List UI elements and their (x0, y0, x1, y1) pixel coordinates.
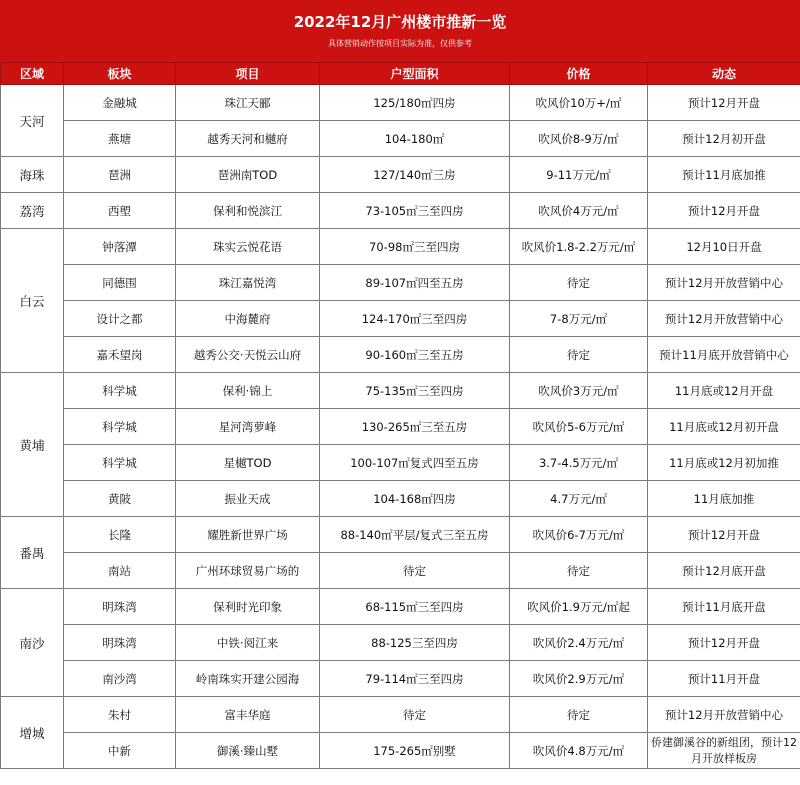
project-cell: 珠江嘉悦湾 (176, 265, 320, 301)
table-row (1, 553, 800, 589)
area-cell: 73-105㎡三至四房 (320, 193, 510, 229)
area-cell: 79-114㎡三至四房 (320, 661, 510, 697)
table-row (1, 481, 800, 517)
block-cell: 南沙湾 (64, 661, 176, 697)
area-cell: 90-160㎡三至五房 (320, 337, 510, 373)
status-cell: 预计11月开盘 (648, 661, 800, 697)
region-cell: 黄埔 (1, 373, 64, 517)
area-cell: 104-180㎡ (320, 121, 510, 157)
table-row (1, 85, 800, 121)
table-row (1, 733, 800, 769)
price-cell: 吹风价6-7万元/㎡ (510, 517, 648, 553)
block-cell: 科学城 (64, 445, 176, 481)
status-cell: 预计12月开盘 (648, 625, 800, 661)
table-row (1, 517, 800, 553)
price-cell: 吹风价3万元/㎡ (510, 373, 648, 409)
area-cell: 125/180㎡四房 (320, 85, 510, 121)
block-cell: 科学城 (64, 409, 176, 445)
status-cell: 预计11月底加推 (648, 157, 800, 193)
status-cell: 预计12月开盘 (648, 85, 800, 121)
table-row (1, 409, 800, 445)
region-cell: 白云 (1, 229, 64, 373)
project-cell: 中铁·阅江来 (176, 625, 320, 661)
table-row (1, 193, 800, 229)
column-header-status: 动态 (648, 63, 800, 85)
project-cell: 保利和悦滨江 (176, 193, 320, 229)
area-cell: 130-265㎡三至五房 (320, 409, 510, 445)
project-cell: 星樾TOD (176, 445, 320, 481)
price-cell: 吹风价8-9万/㎡ (510, 121, 648, 157)
region-cell: 南沙 (1, 589, 64, 697)
block-cell: 琶洲 (64, 157, 176, 193)
table-row (1, 625, 800, 661)
table-row (1, 301, 800, 337)
table-row (1, 157, 800, 193)
table-body (1, 85, 800, 769)
page-subtitle: 具体营销动作按项目实际为准，仅供参考 (328, 39, 472, 48)
block-cell: 明珠湾 (64, 625, 176, 661)
region-cell: 天河 (1, 85, 64, 157)
project-cell: 岭南珠实开建公园海 (176, 661, 320, 697)
region-cell: 增城 (1, 697, 64, 769)
status-cell: 11月底或12月开盘 (648, 373, 800, 409)
status-cell: 预计12月开放营销中心 (648, 301, 800, 337)
column-header-project: 项目 (176, 63, 320, 85)
price-cell: 7-8万元/㎡ (510, 301, 648, 337)
status-cell: 11月底或12月初加推 (648, 445, 800, 481)
price-cell: 4.7万元/㎡ (510, 481, 648, 517)
status-cell: 11月底或12月初开盘 (648, 409, 800, 445)
price-cell: 吹风价4万元/㎡ (510, 193, 648, 229)
status-cell: 预计12月开盘 (648, 193, 800, 229)
block-cell: 同德围 (64, 265, 176, 301)
status-cell: 预计12月底开盘 (648, 553, 800, 589)
area-cell: 75-135㎡三至四房 (320, 373, 510, 409)
area-cell: 待定 (320, 697, 510, 733)
price-cell: 吹风价5-6万元/㎡ (510, 409, 648, 445)
price-cell: 吹风价1.8-2.2万元/㎡ (510, 229, 648, 265)
project-cell: 越秀天河和樾府 (176, 121, 320, 157)
project-cell: 广州环球贸易广场的 (176, 553, 320, 589)
project-cell: 耀胜新世界广场 (176, 517, 320, 553)
area-cell: 100-107㎡复式四至五房 (320, 445, 510, 481)
project-cell: 珠实云悦花语 (176, 229, 320, 265)
column-header-block: 板块 (64, 63, 176, 85)
block-cell: 嘉禾望岗 (64, 337, 176, 373)
table-row (1, 121, 800, 157)
table-row (1, 661, 800, 697)
project-cell: 星河湾萝峰 (176, 409, 320, 445)
page-title: 2022年12月广州楼市推新一览 (293, 13, 507, 31)
block-cell: 黄陂 (64, 481, 176, 517)
table-row (1, 337, 800, 373)
table-row (1, 589, 800, 625)
status-cell: 预计12月开盘 (648, 517, 800, 553)
project-cell: 越秀公交·天悦云山府 (176, 337, 320, 373)
region-cell: 番禺 (1, 517, 64, 589)
table-row (1, 373, 800, 409)
price-cell: 待定 (510, 697, 648, 733)
project-cell: 保利·锦上 (176, 373, 320, 409)
area-cell: 88-125三至四房 (320, 625, 510, 661)
status-cell: 预计11月底开盘 (648, 589, 800, 625)
block-cell: 科学城 (64, 373, 176, 409)
status-cell: 预计12月开放营销中心 (648, 265, 800, 301)
block-cell: 燕塘 (64, 121, 176, 157)
area-cell: 70-98㎡三至四房 (320, 229, 510, 265)
table-header-row (1, 63, 800, 85)
status-cell: 12月10日开盘 (648, 229, 800, 265)
status-cell: 11月底加推 (648, 481, 800, 517)
area-cell: 89-107㎡四至五房 (320, 265, 510, 301)
status-cell: 预计12月开放营销中心 (648, 697, 800, 733)
price-cell: 3.7-4.5万元/㎡ (510, 445, 648, 481)
project-cell: 珠江天郦 (176, 85, 320, 121)
table-row (1, 229, 800, 265)
block-cell: 金融城 (64, 85, 176, 121)
price-cell: 待定 (510, 553, 648, 589)
project-cell: 御溪·臻山墅 (176, 733, 320, 769)
column-header-region: 区域 (1, 63, 64, 85)
area-cell: 88-140㎡平层/复式三至五房 (320, 517, 510, 553)
block-cell: 南站 (64, 553, 176, 589)
price-cell: 待定 (510, 337, 648, 373)
block-cell: 钟落潭 (64, 229, 176, 265)
listing-table (0, 62, 800, 769)
title-banner (0, 0, 800, 62)
column-header-area: 户型面积 (320, 63, 510, 85)
table-row (1, 265, 800, 301)
block-cell: 西塱 (64, 193, 176, 229)
status-cell: 预计11月底开放营销中心 (648, 337, 800, 373)
block-cell: 设计之都 (64, 301, 176, 337)
region-cell: 海珠 (1, 157, 64, 193)
project-cell: 中海麓府 (176, 301, 320, 337)
project-cell: 琶洲南TOD (176, 157, 320, 193)
block-cell: 中新 (64, 733, 176, 769)
area-cell: 175-265㎡别墅 (320, 733, 510, 769)
price-cell: 吹风价2.9万元/㎡ (510, 661, 648, 697)
block-cell: 长隆 (64, 517, 176, 553)
column-header-price: 价格 (510, 63, 648, 85)
table-row (1, 445, 800, 481)
area-cell: 127/140㎡三房 (320, 157, 510, 193)
price-cell: 9-11万元/㎡ (510, 157, 648, 193)
price-cell: 吹风价10万+/㎡ (510, 85, 648, 121)
price-cell: 吹风价2.4万元/㎡ (510, 625, 648, 661)
price-cell: 吹风价1.9万元/㎡起 (510, 589, 648, 625)
project-cell: 保利时光印象 (176, 589, 320, 625)
area-cell: 68-115㎡三至四房 (320, 589, 510, 625)
price-cell: 待定 (510, 265, 648, 301)
project-cell: 振业天成 (176, 481, 320, 517)
area-cell: 待定 (320, 553, 510, 589)
price-cell: 吹风价4.8万元/㎡ (510, 733, 648, 769)
status-cell: 预计12月初开盘 (648, 121, 800, 157)
area-cell: 104-168㎡四房 (320, 481, 510, 517)
project-cell: 富丰华庭 (176, 697, 320, 733)
block-cell: 朱村 (64, 697, 176, 733)
block-cell: 明珠湾 (64, 589, 176, 625)
area-cell: 124-170㎡三至四房 (320, 301, 510, 337)
status-cell: 侨建御溪谷的新组团，预计12月开放样板房 (648, 733, 800, 769)
table-row (1, 697, 800, 733)
region-cell: 荔湾 (1, 193, 64, 229)
